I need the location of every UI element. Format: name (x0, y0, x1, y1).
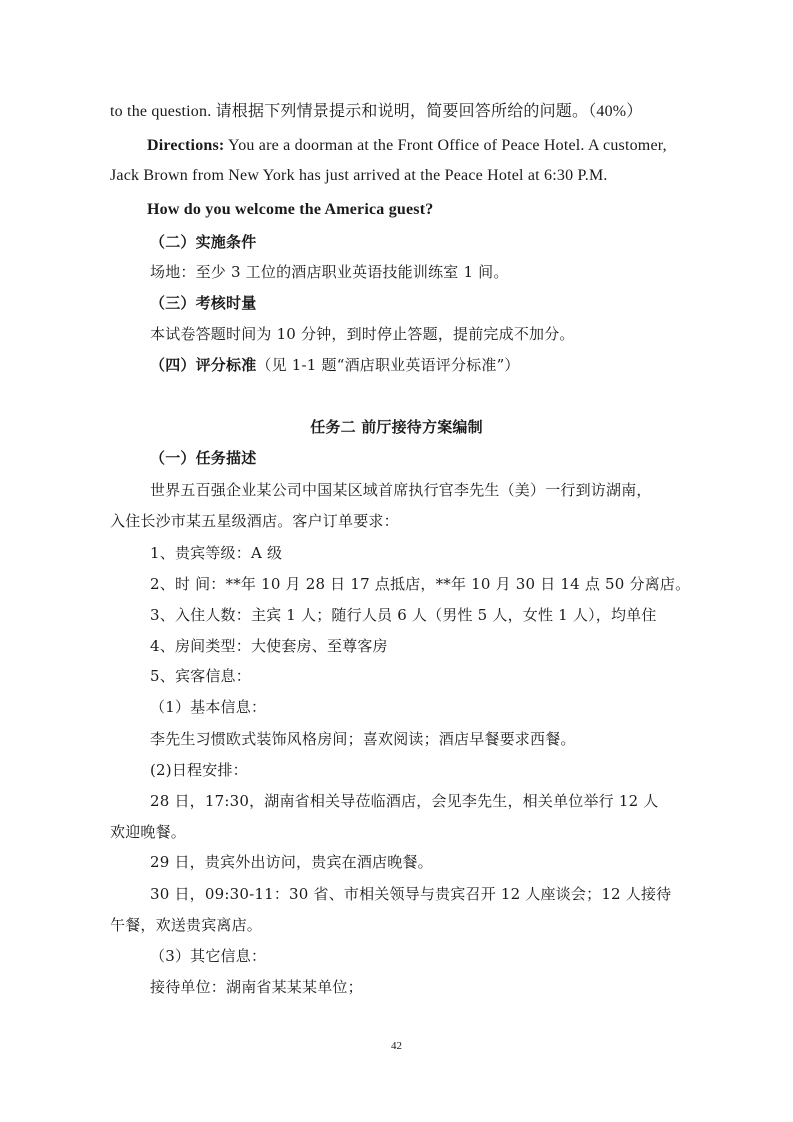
paragraph-line: 28 日，17:30，湖南省相关导莅临酒店，会见李先生，相关单位举行 12 人 (150, 792, 659, 810)
section-heading-description: （一）任务描述 (150, 449, 257, 467)
paragraph-line: 入住长沙市某五星级酒店。客户订单要求： (110, 512, 399, 530)
subheading: （3）其它信息： (150, 947, 267, 965)
line-directions-cont: Jack Brown from New York has just arrived at the Peace Hotel at 6:30 P.M. (110, 167, 608, 184)
subheading: （1）基本信息： (150, 698, 267, 716)
directions-label: Directions: (147, 137, 225, 154)
paragraph-line: 接待单位：湖南省某某某单位； (150, 978, 363, 996)
paragraph-line: 30 日，09:30-11：30 省、市相关领导与贵宾召开 12 人座谈会；12 人接待 (150, 885, 672, 903)
page-number: 42 (391, 1040, 402, 1052)
list-item: 1、贵宾等级：A 级 (150, 544, 283, 562)
section-heading-conditions: （二）实施条件 (150, 233, 257, 251)
line-scoring (150, 355, 520, 375)
question-heading: How do you welcome the America guest? (147, 201, 434, 218)
subheading: (2)日程安排： (150, 761, 248, 779)
section-heading-time: （三）考核时量 (150, 294, 257, 312)
line-time: 本试卷答题时间为 10 分钟，到时停止答题，提前完成不加分。 (150, 325, 575, 343)
paragraph-line: 世界五百强企业某公司中国某区域首席执行官李先生（美）一行到访湖南， (150, 481, 652, 499)
line-venue: 场地：至少 3 工位的酒店职业英语技能训练室 1 间。 (150, 263, 509, 281)
section-heading-scoring: （四）评分标准 (150, 356, 257, 374)
line-directions (147, 136, 667, 156)
list-item: 4、房间类型：大使套房、至尊客房 (150, 637, 388, 655)
list-item: 5、宾客信息： (150, 667, 251, 685)
list-item: 3、入住人数：主宾 1 人；随行人员 6 人（男性 5 人，女性 1 人），均单住 (150, 606, 657, 624)
paragraph-line: 29 日，贵宾外出访问，贵宾在酒店晚餐。 (150, 853, 433, 871)
paragraph-line: 李先生习惯欧式装饰风格房间；喜欢阅读；酒店早餐要求西餐。 (150, 730, 576, 748)
scoring-text: （见 1-1 题“酒店职业英语评分标准”） (256, 356, 520, 374)
task-title: 任务二 前厅接待方案编制 (310, 418, 483, 436)
paragraph-line: 午餐，欢送贵宾离店。 (110, 916, 263, 934)
line-question-end: to the question. 请根据下列情景提示和说明，简要回答所给的问题。（40%） (110, 103, 643, 120)
list-item: 2、时 间：**年 10 月 28 日 17 点抵店，**年 10 月 30 日 14 点 50 分离店。 (150, 575, 691, 593)
directions-text: You are a doorman at the Front Office of Peace Hotel. A customer, (224, 137, 667, 154)
paragraph-line: 欢迎晚餐。 (110, 823, 187, 841)
